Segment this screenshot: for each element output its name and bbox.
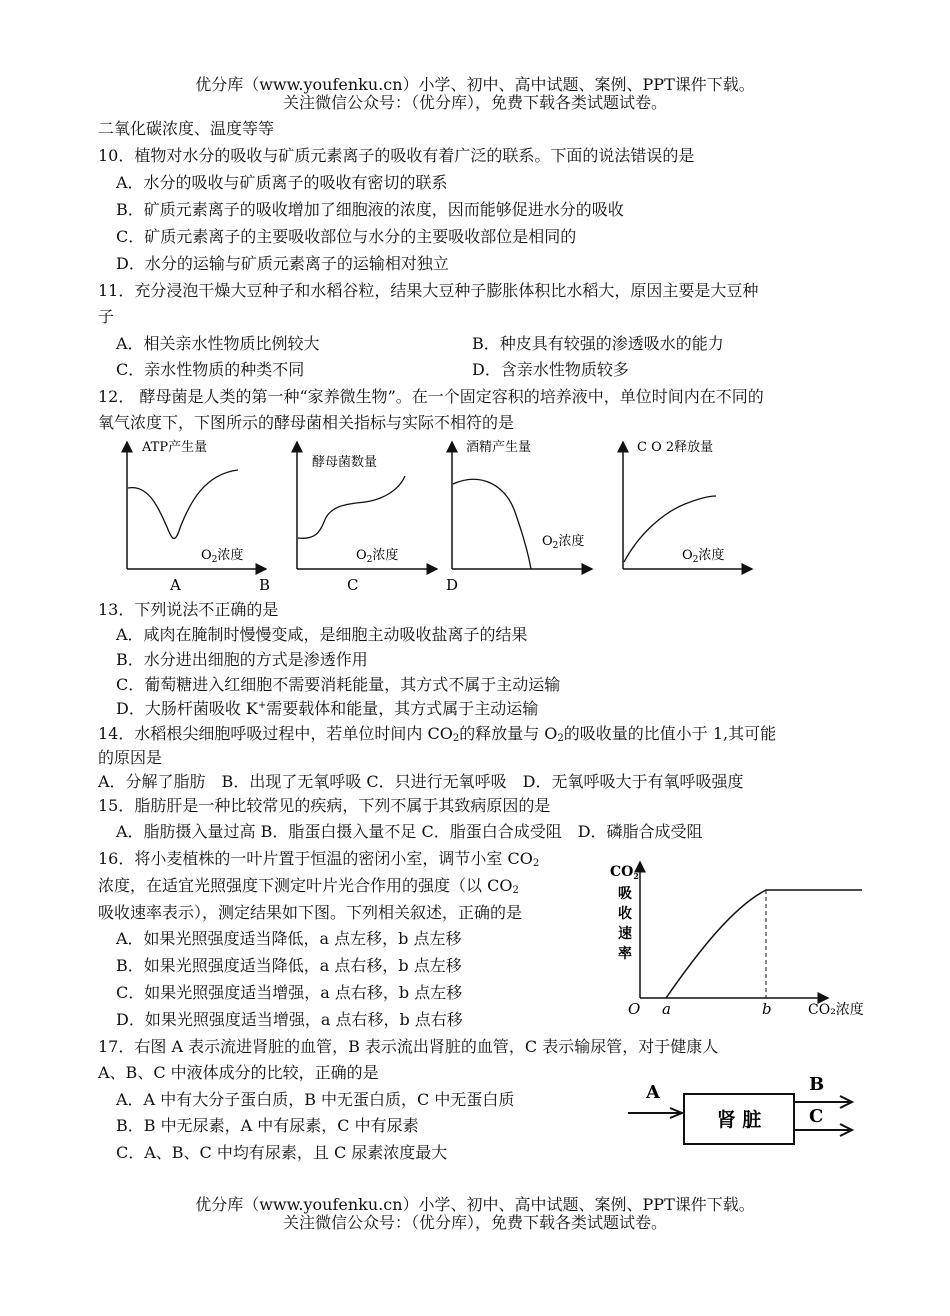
graph-atp-ylabel: ATP产生量 — [142, 440, 208, 455]
q16-ylabel-2: 收 — [618, 906, 632, 922]
q16-xlabel: CO₂浓度 — [808, 1002, 864, 1018]
q15-options: A．脂肪摄入量过高 B．脂蛋白摄入量不足 C．脂蛋白合成受阻 D．磷脂合成受阻 — [116, 822, 703, 841]
graph-alcohol-ylabel: 酒精产生量 — [466, 440, 532, 455]
q16-ylabel-3: 速 — [618, 926, 632, 942]
q13-option-c: C．葡萄糖进入红细胞不需要消耗能量，其方式不属于主动运输 — [116, 675, 561, 694]
q16-option-b: B．如果光照强度适当降低，a 点右移，b 点左移 — [116, 956, 462, 975]
q13-option-a: A．咸肉在腌制时慢慢变咸，是细胞主动吸收盐离子的结果 — [116, 625, 528, 644]
q13-option-d: D．大肠杆菌吸收 K+需要载体和能量，其方式属于主动运输 — [116, 699, 539, 718]
q16-stem-line-3: 吸收速率表示），测定结果如下图。下列相关叙述，正确的是 — [98, 903, 523, 922]
graph-co2-ylabel: C O 2释放量 — [637, 440, 714, 455]
q12-graphs — [0, 432, 950, 602]
q10-stem: 10．植物对水分的吸收与矿质元素离子的吸收有着广泛的联系。下面的说法错误的是 — [98, 146, 695, 165]
q16-option-d: D．如果光照强度适当增强，a 点右移，b 点右移 — [116, 1010, 463, 1029]
svg-text:CO2: $CO_2$ — [610, 864, 639, 881]
diagram-label-c: C — [809, 1106, 824, 1127]
footer-line-1: 优分库（www.youfenku.cn）小学、初中、高中试题、案例、PPT课件下载。 — [195, 1195, 755, 1214]
graph-label-c: C — [347, 576, 359, 594]
graph-label-a: A — [170, 576, 181, 594]
q17-stem-line-2: A、B、C 中液体成分的比较，正确的是 — [98, 1063, 379, 1082]
q16-ylabel-4: 率 — [618, 946, 632, 962]
q16-origin: O — [628, 1000, 641, 1018]
q17-option-b: B．B 中无尿素，A 中有尿素，C 中有尿素 — [116, 1116, 419, 1135]
diagram-organ-label: 肾 脏 — [716, 1109, 762, 1131]
header-line-1: 优分库（www.youfenku.cn）小学、初中、高中试题、案例、PPT课件下载。 — [195, 75, 755, 94]
svg-text:O2浓度: $O_2$浓度 — [201, 548, 244, 565]
q13-stem: 13．下列说法不正确的是 — [98, 600, 279, 619]
q17-option-c: C．A、B、C 中均有尿素，且 C 尿素浓度最大 — [116, 1143, 448, 1162]
q11-stem-line-1: 11．充分浸泡干燥大豆种子和水稻谷粒，结果大豆种子膨胀体积比水稻大，原因主要是大豆种 — [98, 281, 759, 300]
q10-option-a: A．水分的吸收与矿质离子的吸收有密切的联系 — [116, 173, 448, 192]
q16-stem-line-1: 16．将小麦植株的一叶片置于恒温的密闭小室，调节小室 $CO_2$ — [98, 849, 540, 869]
q17-stem-line-1: 17．右图 A 表示流进肾脏的血管，B 表示流出肾脏的血管，C 表示输尿管，对于健康人 — [98, 1037, 719, 1056]
q16-point-b: b — [762, 1000, 772, 1018]
q16-stem-line-2: 浓度，在适宜光照强度下测定叶片光合作用的强度（以 $CO_2$ — [98, 876, 519, 896]
q16-option-c: C．如果光照强度适当增强，a 点右移，b 点左移 — [116, 983, 463, 1002]
q14-stem-line-1: 14．水稻根尖细胞呼吸过程中，若单位时间内 $CO_2$的释放量与 $O_2$的吸收量的比值小于 1,其可能 — [98, 724, 777, 744]
q12-stem-line-1: 12． 酵母菌是人类的第一种“家养微生物”。在一个固定容积的培养液中，单位时间内在不同的 — [98, 387, 764, 406]
q11-option-c: C．亲水性物质的种类不同 — [116, 360, 305, 379]
q14-options: A．分解了脂肪 B．出现了无氧呼吸 C．只进行无氧呼吸 D．无氧呼吸大于有氧呼吸强度 — [98, 772, 744, 791]
q16-point-a: a — [662, 1000, 671, 1018]
q14-stem-line-2: 的原因是 — [98, 748, 163, 767]
q17-kidney-diagram — [626, 1068, 866, 1154]
graph-label-b: B — [259, 576, 271, 594]
q15-stem: 15．脂肪肝是一种比较常见的疾病，下列不属于其致病原因的是 — [98, 796, 551, 815]
q11-option-d: D．含亲水性物质较多 — [472, 360, 629, 379]
diagram-label-a: A — [646, 1082, 660, 1103]
header-line-2: 关注微信公众号：（优分库），免费下载各类试题试卷。 — [282, 93, 667, 112]
svg-text:O2浓度: $O_2$浓度 — [542, 534, 585, 551]
graph-alcohol — [452, 439, 592, 569]
graph-yeast-count — [297, 442, 437, 569]
q13-option-b: B．水分进出细胞的方式是渗透作用 — [116, 650, 368, 669]
footer-line-2: 关注微信公众号：（优分库），免费下载各类试题试卷。 — [282, 1213, 667, 1232]
q11-option-a: A．相关亲水性物质比例较大 — [116, 334, 320, 353]
graph-atp — [127, 439, 266, 569]
q10-option-c: C．矿质元素离子的主要吸收部位与水分的主要吸收部位是相同的 — [116, 227, 577, 246]
graph-label-d: D — [446, 576, 459, 594]
q16-ylabel-1: 吸 — [618, 886, 632, 902]
svg-text:O2浓度: $O_2$浓度 — [356, 548, 399, 565]
q12-stem-line-2: 氧气浓度下，下图所示的酵母菌相关指标与实际不相符的是 — [98, 413, 515, 432]
q16-option-a: A．如果光照强度适当降低，a 点左移，b 点左移 — [116, 929, 462, 948]
q10-option-d: D．水分的运输与矿质元素离子的运输相对独立 — [116, 254, 449, 273]
previous-answer-tail: 二氧化碳浓度、温度等等 — [98, 119, 275, 138]
graph-yeast-ylabel: 酵母菌数量 — [312, 455, 378, 470]
q11-stem-line-2: 子 — [98, 307, 115, 326]
q16-graph — [608, 852, 880, 1024]
q11-option-b: B．种皮具有较强的渗透吸水的能力 — [472, 334, 724, 353]
q17-option-a: A．A 中有大分子蛋白质，B 中无蛋白质，C 中无蛋白质 — [116, 1090, 515, 1109]
svg-text:O2浓度: $O_2$浓度 — [682, 548, 725, 565]
graph-co2-release — [623, 440, 752, 569]
q10-option-b: B．矿质元素离子的吸收增加了细胞液的浓度，因而能够促进水分的吸收 — [116, 200, 624, 219]
diagram-label-b: B — [809, 1074, 825, 1095]
